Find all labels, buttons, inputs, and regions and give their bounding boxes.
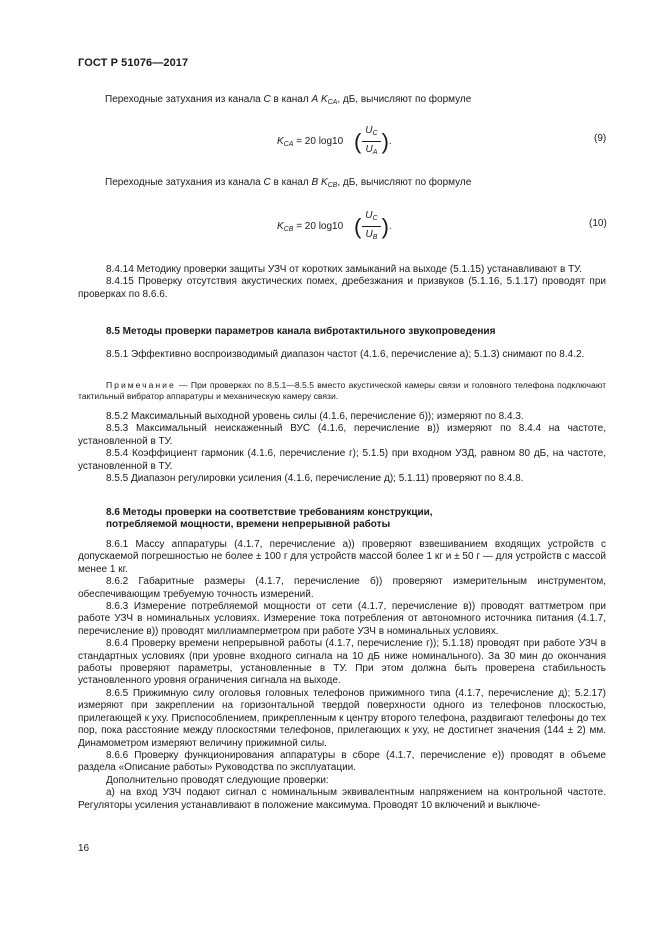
heading-8-5: 8.5 Методы проверки параметров канала вибротактильного звукопроведения bbox=[106, 326, 496, 337]
paragraph-additional: Дополнительно проводят следующие проверки: bbox=[106, 774, 329, 786]
paragraphs-8-5 bbox=[78, 411, 606, 485]
formula9-intro: Переходные затухания из канала C в канал A $K_{CA}$, дБ, вычисляют по формуле bbox=[105, 94, 472, 106]
document-header: ГОСТ Р 51076—2017 bbox=[78, 57, 189, 69]
paragraph-8-6-1: 8.6.1 Массу аппаратуры (4.1.7, перечисление а)) проверяют взвешиванием входящих устройств с допускаемой погрешностью не более ± 100 г для устройств массой более 1 кг и ± 50 г — для устройств с массой менее 1 кг. bbox=[78, 539, 606, 575]
paragraph-8-6-5: 8.6.5 Прижимную силу оголовья головных телефонов прижимного типа (4.1.7, перечисление д); 5.2.17) измеряют при закреплении на горизонтальной твердой поверхности одного из телефонов плоскостью, прилегающей к уху. Приспособлением, прикрепленным к центру второго телефона, раздвигают телефоны до тех пор, пока расстояние между плоскостями телефонов, прилегающих к уху, не достигнет значения (144 ± 2) мм. Динамометром измеряют величину прижимной силы. bbox=[78, 687, 606, 749]
paragraph-8-5-3: 8.5.3 Максимальный неискаженный ВУС (4.1.6, перечисление в)) измеряют по 8.4.4 на частоте, установленной в ТУ. bbox=[78, 423, 606, 447]
paragraphs-8-6 bbox=[78, 539, 606, 812]
paragraph-8-6-2: 8.6.2 Габаритные размеры (4.1.7, перечисление б)) проверяют измерительным инструментом, обеспечивающим требуемую точность измерений. bbox=[78, 576, 606, 600]
paragraph-8-5-5: 8.5.5 Диапазон регулировки усиления (4.1.6, перечисление д); 5.1.11) проверяют по 8.4.8. bbox=[106, 473, 524, 485]
paragraph-8-5-2: 8.5.2 Максимальный выходной уровень силы (4.1.6, перечисление б)); измеряют по 8.4.3. bbox=[106, 411, 524, 422]
note-label: Примечание bbox=[106, 380, 176, 390]
page-number: 16 bbox=[78, 843, 90, 854]
paragraphs-8-4 bbox=[78, 264, 606, 301]
paragraph-8-6-6: 8.6.6 Проверку функционирования аппаратуры в сборе (4.1.7, перечисление е)) проводят в объеме раздела «Описание работы» Руководства по эксплуатации. bbox=[78, 749, 606, 774]
paragraph-8-5-1: 8.5.1 Эффективно воспроизводимый диапазон частот (4.1.6, перечисление а); 5.1.3) снимают по 8.4.2. bbox=[106, 349, 585, 360]
paragraph-item-a: а) на вход УЗЧ подают сигнал с номинальным эквивалентным напряжением на контрольной частоте. Регуляторы усиления устанавливают в положение максимума. Проводят 10 включений и выключе- bbox=[78, 787, 606, 811]
formula-10-number: (10) bbox=[589, 218, 607, 229]
formula-9: $K_{CA} = 20$ log10 ( $\frac{U_C}{U_A}$ ). bbox=[277, 125, 392, 156]
paragraph-8-6-4: 8.6.4 Проверку времени непрерывной работы (4.1.7, перечисление г)); 5.1.18) проводят при работе УЗЧ в стандартных условиях (при уровне входного сигнала на 10 дБ ниже номинального). За 30 мин до окончания работы проверяют параметры, установленные в ТУ. При этом должна быть проверена стабильность установленного уровня ограничения сигнала на выходе. bbox=[78, 638, 606, 687]
note-block: Примечание — При проверках по 8.5.1—8.5.5 вместо акустической камеры связи и головного телефона подключают тактильный вибратор аппаратуры и механическую камеру связи. bbox=[78, 380, 607, 401]
formula-10: $K_{CB} = 20$ log10 ( $\frac{U_C}{U_B}$ ). bbox=[277, 210, 392, 241]
formula-9-number: (9) bbox=[594, 133, 607, 144]
note-text: При проверках по 8.5.1—8.5.5 вместо акустической камеры связи и головного телефона подключают тактильный вибратор аппаратуры и механическую камеру связи. bbox=[78, 380, 607, 401]
heading-8-6: 8.6 Методы проверки на соответствие требованиям конструкции, потребляемой мощности, времени непрерывной работы bbox=[106, 507, 433, 531]
paragraph-8-5-4: 8.5.4 Коэффициент гармоник (4.1.6, перечисление г); 5.1.5) при входном УЗД, равном 80 дБ, на частоте, установленной в ТУ. bbox=[78, 448, 606, 472]
formula10-intro: Переходные затухания из канала C в канал B $K_{CB}$, дБ, вычисляют по формуле bbox=[105, 177, 472, 189]
paragraph-8-4-14: 8.4.14 Методику проверки защиты УЗЧ от коротких замыканий на выходе (5.1.15) устанавливают в ТУ. bbox=[106, 264, 582, 275]
paragraph-8-4-15: 8.4.15 Проверку отсутствия акустических помех, дребезжания и призвуков (5.1.16, 5.1.17) проводят при проверках по 8.6.6. bbox=[78, 276, 606, 300]
paragraph-8-6-3: 8.6.3 Измерение потребляемой мощности от сети (4.1.7, перечисление в)) проводят ваттметром при работе УЗЧ в номинальных условиях. Измерение тока потребления от автономного источника питания (4.1.7, перечисление в)) проводят миллиамперметром при работе УЗЧ в номинальных условиях. bbox=[78, 601, 606, 637]
paragraph-8-5-1-block bbox=[78, 349, 606, 361]
